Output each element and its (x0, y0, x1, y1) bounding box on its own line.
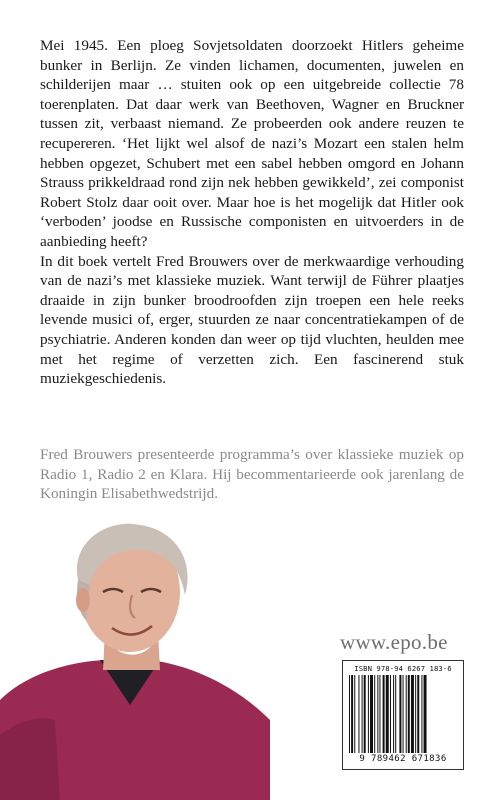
barcode-bar (354, 675, 355, 753)
barcode-bar (377, 675, 378, 753)
barcode-bar (386, 675, 389, 753)
isbn-barcode (342, 660, 464, 770)
barcode-bar (403, 675, 404, 753)
barcode-bar (379, 675, 380, 753)
barcode-digits: 9 789462 671836 (359, 754, 447, 764)
blurb-paragraph-1: Mei 1945. Een ploeg Sovjetsoldaten doorzoekt Hitlers geheime bunker in Berlijn. Ze vinden lichamen, documenten, juwelen en schilderijen maar … stuiten ook op een uitgebreide collectie 78 toerenplaten. Dat daar werk van Beethoven, Wagner en Bruckner tussen zit, verbaast niemand. Ze probeerden ook andere reuzen te recupereren. ‘Het lijkt wel alsof de nazi’s Mozart een stalen helm hebben opgezet, Schubert met een sabel hebben omgord en Johann Strauss prikkeldraad rond zijn nek hebben gewikkeld’, zei componist Robert Stolz daar ooit over. Maar hoe is het mogelijk dat Hitler ook ‘verboden’ joodse en Russische componisten en uitvoerders in de aanbieding heeft? (40, 37, 464, 250)
barcode-bar (411, 675, 414, 753)
isbn-label: ISBN 978-94 6267 183-6 (354, 664, 452, 673)
barcode-bar (390, 675, 391, 753)
barcode-bar (358, 675, 359, 753)
barcode-bar (383, 675, 385, 753)
barcode-bar (417, 675, 419, 753)
publisher-url: www.epo.be (340, 630, 448, 654)
barcode-bar (362, 675, 363, 753)
blurb-paragraph-2: In dit boek vertelt Fred Brouwers over de merkwaardige verhouding van de nazi’s met klassieke muziek. Want terwijl de Führer plaatjes draaide in zijn bunker broodroofden zijn troepen een hele reeks levende musici of, erger, stuurden ze naar concentratiekampen of de psychiatrie. Anderen konden dan weer op tijd vluchten, heulden mee met het regime of verzetten zich. Een fascinerend stuk muziekgeschiedenis. (40, 252, 464, 388)
barcode-bar (351, 675, 353, 753)
barcode-bar (399, 675, 401, 753)
barcode-bar (421, 675, 422, 753)
barcode-bar (349, 675, 350, 753)
barcode-bar (368, 675, 369, 753)
blurb-text (40, 36, 464, 389)
author-bio: Fred Brouwers presenteerde programma’s over klassieke muziek op Radio 1, Radio 2 en Klara. Hij becommentarieerde ook jarenlang de Koningin Elisabethwedstrijd. (40, 446, 464, 503)
barcode-bar (395, 675, 396, 753)
barcode-bar (406, 675, 407, 753)
barcode-bar (424, 675, 427, 753)
barcode-bars (349, 675, 457, 753)
barcode-bar (374, 675, 375, 753)
author-photo (0, 520, 270, 800)
barcode-bar (408, 675, 410, 753)
barcode-bar (415, 675, 416, 753)
barcode-bar (370, 675, 373, 753)
barcode-bar (393, 675, 394, 753)
barcode-bar (364, 675, 366, 753)
